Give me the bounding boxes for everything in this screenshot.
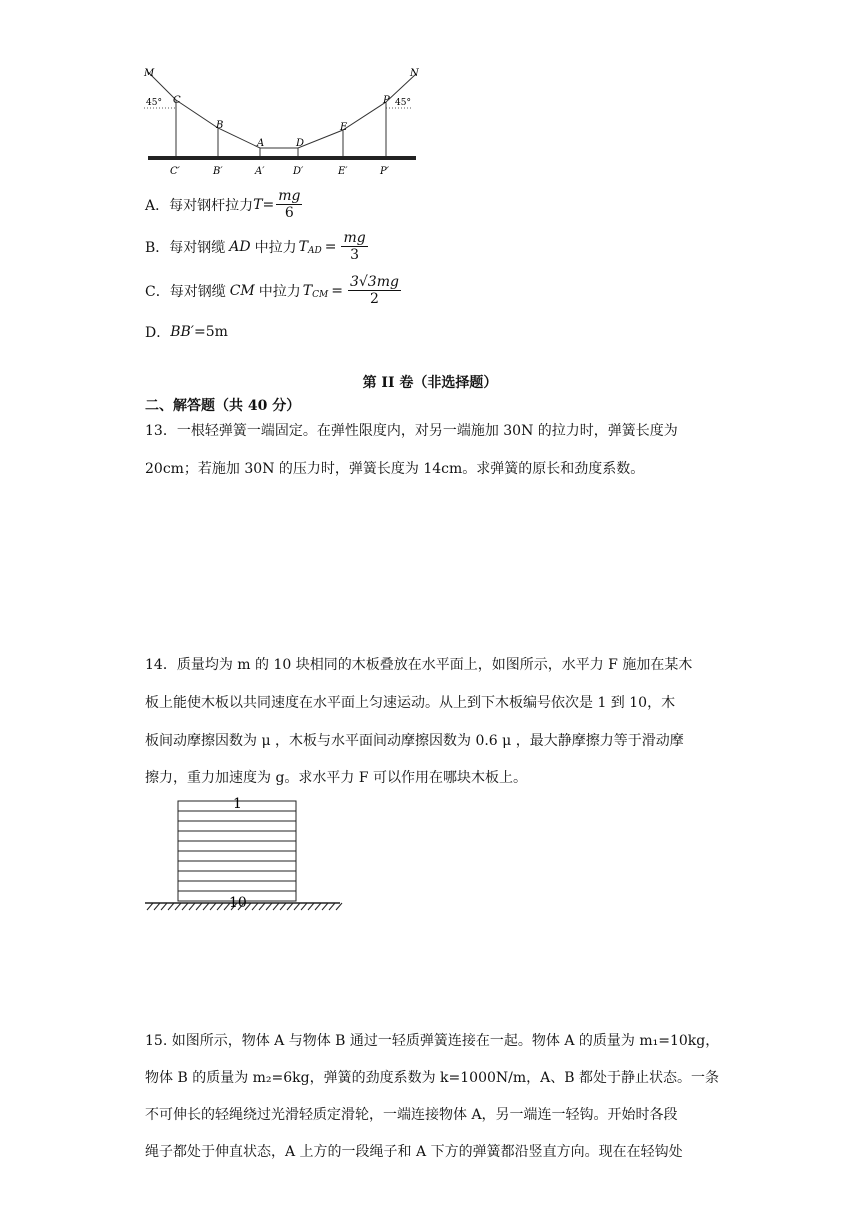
label-C-prime: C′ [170, 166, 180, 177]
part-title: 二、解答题（共 40 分） [145, 398, 301, 414]
board-label-top: 1 [233, 796, 242, 812]
board-3 [178, 821, 296, 831]
board-4 [178, 831, 296, 841]
label-D: D [296, 138, 305, 149]
q14-line-4: 擦力，重力加速度为 g。求水平力 F 可以作用在哪块木板上。 [145, 770, 528, 786]
option-b-prefix: B．每对钢缆 [145, 239, 226, 256]
label-E-prime: E′ [338, 166, 348, 177]
label-C: C [173, 95, 181, 106]
bridge-deck [148, 156, 416, 160]
option-c-T: T [302, 282, 313, 299]
hatch-mark [210, 903, 216, 910]
bridge-cable-figure [140, 62, 430, 182]
hatch-mark [252, 903, 258, 910]
option-a-var: T [253, 196, 263, 213]
option-b-T: T [298, 238, 308, 255]
option-d-prefix: D． [145, 325, 171, 341]
board-2 [178, 811, 296, 821]
option-c-mid: 中拉力 [258, 283, 301, 300]
label-P-prime: P′ [380, 166, 389, 177]
hatch-mark [322, 903, 328, 910]
q15-line-4: 绳子都处于伸直状态，A 上方的一段绳子和 A 下方的弹簧都沿竖直方向。现在在轻钩处 [145, 1144, 683, 1160]
hatch-mark [217, 903, 223, 910]
option-b-eq: = [324, 238, 337, 255]
label-angle-left: 45° [146, 98, 162, 108]
option-c-sub: CM [312, 289, 329, 300]
hatch-mark [182, 903, 188, 910]
option-b-mid: 中拉力 [254, 239, 297, 256]
label-A: A [257, 138, 265, 149]
hatch-mark [203, 903, 209, 910]
board-7 [178, 861, 296, 871]
label-E: E [340, 122, 348, 133]
q15-line-2: 物体 B 的质量为 m₂=6kg，弹簧的劲度系数为 k=1000N/m，A、B 都处于静止状态。一条 [145, 1070, 719, 1086]
q13-line-1: 13．一根轻弹簧一端固定。在弹性限度内，对另一端施加 30N 的拉力时，弹簧长度为 [145, 423, 678, 439]
option-c [145, 274, 401, 307]
hatch-mark [147, 903, 153, 910]
hatch-mark [287, 903, 293, 910]
option-d-var: BB′ [170, 324, 194, 340]
label-M: M [144, 68, 155, 79]
board-8 [178, 871, 296, 881]
hatch-mark [196, 903, 202, 910]
board-label-bottom: 10 [229, 895, 247, 911]
hatch-mark [336, 903, 342, 910]
hatch-mark [280, 903, 286, 910]
option-c-denominator: 2 [369, 291, 379, 307]
q13-line-2: 20cm；若施加 30N 的压力时，弹簧长度为 14cm。求弹簧的原长和劲度系数。 [145, 461, 645, 477]
option-b [145, 230, 368, 263]
hatch-mark [168, 903, 174, 910]
hatch-mark [273, 903, 279, 910]
q14-line-3: 板间动摩擦因数为 μ ，木板与水平面间动摩擦因数为 0.6 μ ，最大静摩擦力等于滑动摩 [145, 733, 684, 749]
hatch-mark [161, 903, 167, 910]
label-N: N [410, 68, 419, 79]
label-B: B [216, 120, 224, 131]
option-c-fraction [348, 274, 401, 307]
board-9 [178, 881, 296, 891]
option-d-rest: =5m [194, 324, 228, 340]
option-b-denominator: 3 [350, 247, 360, 263]
option-b-sub: AD [307, 245, 322, 256]
option-c-var: CM [229, 282, 255, 299]
board-6 [178, 851, 296, 861]
label-P: P [383, 95, 390, 106]
option-a-fraction [276, 188, 302, 221]
option-c-eq: = [331, 282, 343, 299]
hatch-mark [329, 903, 335, 910]
hatch-mark [308, 903, 314, 910]
hatch-mark [259, 903, 265, 910]
hatch-mark [175, 903, 181, 910]
label-A-prime: A′ [255, 166, 265, 177]
option-a-denominator: 6 [284, 205, 294, 221]
stacked-boards-figure [145, 795, 345, 915]
label-angle-right: 45° [395, 98, 411, 108]
cable-line [148, 72, 416, 148]
option-d [145, 322, 228, 342]
option-a [145, 188, 302, 221]
hatch-mark [294, 903, 300, 910]
board-5 [178, 841, 296, 851]
option-b-numerator: mg [343, 230, 366, 246]
option-b-fraction [341, 230, 367, 263]
option-a-numerator: mg [278, 188, 301, 204]
hatch-mark [301, 903, 307, 910]
section-title: 第 II 卷（非选择题） [362, 375, 498, 391]
q15-line-1: 15. 如图所示，物体 A 与物体 B 通过一轻质弹簧连接在一起。物体 A 的质量为 m₁=10kg， [145, 1033, 720, 1049]
option-c-prefix: C．每对钢缆 [145, 283, 226, 300]
q14-line-1: 14．质量均为 m 的 10 块相同的木板叠放在水平面上，如图所示，水平力 F 施加在某木 [145, 657, 693, 673]
hatch-mark [154, 903, 160, 910]
option-c-numerator: 3√3mg [349, 274, 399, 290]
hatch-mark [189, 903, 195, 910]
q15-line-3: 不可伸长的轻绳绕过光滑轻质定滑轮，一端连接物体 A，另一端连一轻钩。开始时各段 [145, 1107, 678, 1123]
label-D-prime: D′ [293, 166, 304, 177]
option-b-var: AD [229, 238, 251, 255]
hatch-mark [266, 903, 272, 910]
board-stack [178, 801, 296, 901]
label-B-prime: B′ [213, 166, 223, 177]
hatch-mark [315, 903, 321, 910]
option-a-eq: = [262, 196, 275, 213]
q14-line-2: 板上能使木板以共同速度在水平面上匀速运动。从上到下木板编号依次是 1 到 10，木 [145, 695, 676, 711]
option-a-prefix: A．每对钢杆拉力 [145, 197, 254, 214]
